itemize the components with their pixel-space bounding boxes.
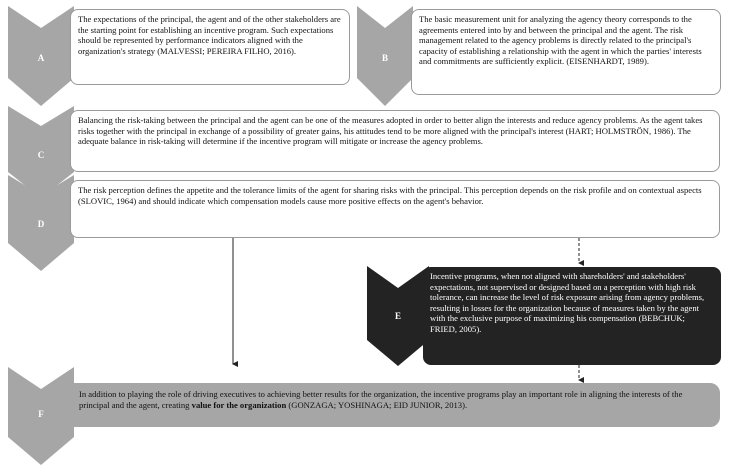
step-f-text-before: In addition to playing the role of driving executives to achieving better results for the organization, the incentive programs play an important role in aligning the interests of the principal and the agent, creating xyxy=(79,389,683,410)
chevron-c-letter: C xyxy=(37,150,45,160)
step-c-text: Balancing the risk-taking between the principal and the agent can be one of the measures adopted in order to better align the interests and reduce agency problems. As the agent takes risks together with the principal in exchange of a possibility of greater gains, his attitudes tend to be more aligned with the principal's interest (HART; HOLMSTRÖN, 1986). The adequate balance in risk-taking will determine if the incentive program will mitigate or increase the agency problems. xyxy=(78,115,703,147)
chevron-a-letter: A xyxy=(37,53,45,63)
chevron-e-letter: E xyxy=(394,311,401,321)
chevron-b-letter: B xyxy=(381,53,388,63)
step-b-text: The basic measurement unit for analyzing the agency theory corresponds to the agreements entered into by and between the principal and the agent. The risk management related to the agency problems is directly related to the principal's capacity of establishing a relationship with the agent in which the parties' interests and commitments are sufficiently explicit. (EISENHARDT, 1989). xyxy=(419,14,702,67)
chevron-d-letter: D xyxy=(37,219,45,229)
step-a-text: The expectations of the principal, the agent and of the other stakeholders are the starting point for establishing an incentive program. Such expectations should be represented by performance indicators aligned with the organization's strategy (MALVESSI; PEREIRA FILHO, 2016). xyxy=(78,14,341,56)
step-d-text: The risk perception defines the appetite and the tolerance limits of the agent for sharing risks with the principal. This perception depends on the risk profile and on contextual aspects (SLOVIC, 1964) and should indicate which compensation models cause more positive effects on the agent's behavior. xyxy=(78,185,702,206)
chevron-f-letter: F xyxy=(38,409,44,419)
step-f-text-bold: value for the organization xyxy=(191,399,287,410)
step-e-text: Incentive programs, when not aligned with shareholders' and stakeholders' expectations, not supervised or designed based on a perception with high risk tolerance, can increase the level of risk exposure arising from agency problems, resulting in losses for the organization because of measures taken by the agent with the exclusive purpose of maximizing his compensation (BEBCHUK; FRIED, 2005). xyxy=(430,271,705,334)
step-f-text-after: (GONZAGA; YOSHINAGA; EID JUNIOR, 2013). xyxy=(286,399,468,410)
